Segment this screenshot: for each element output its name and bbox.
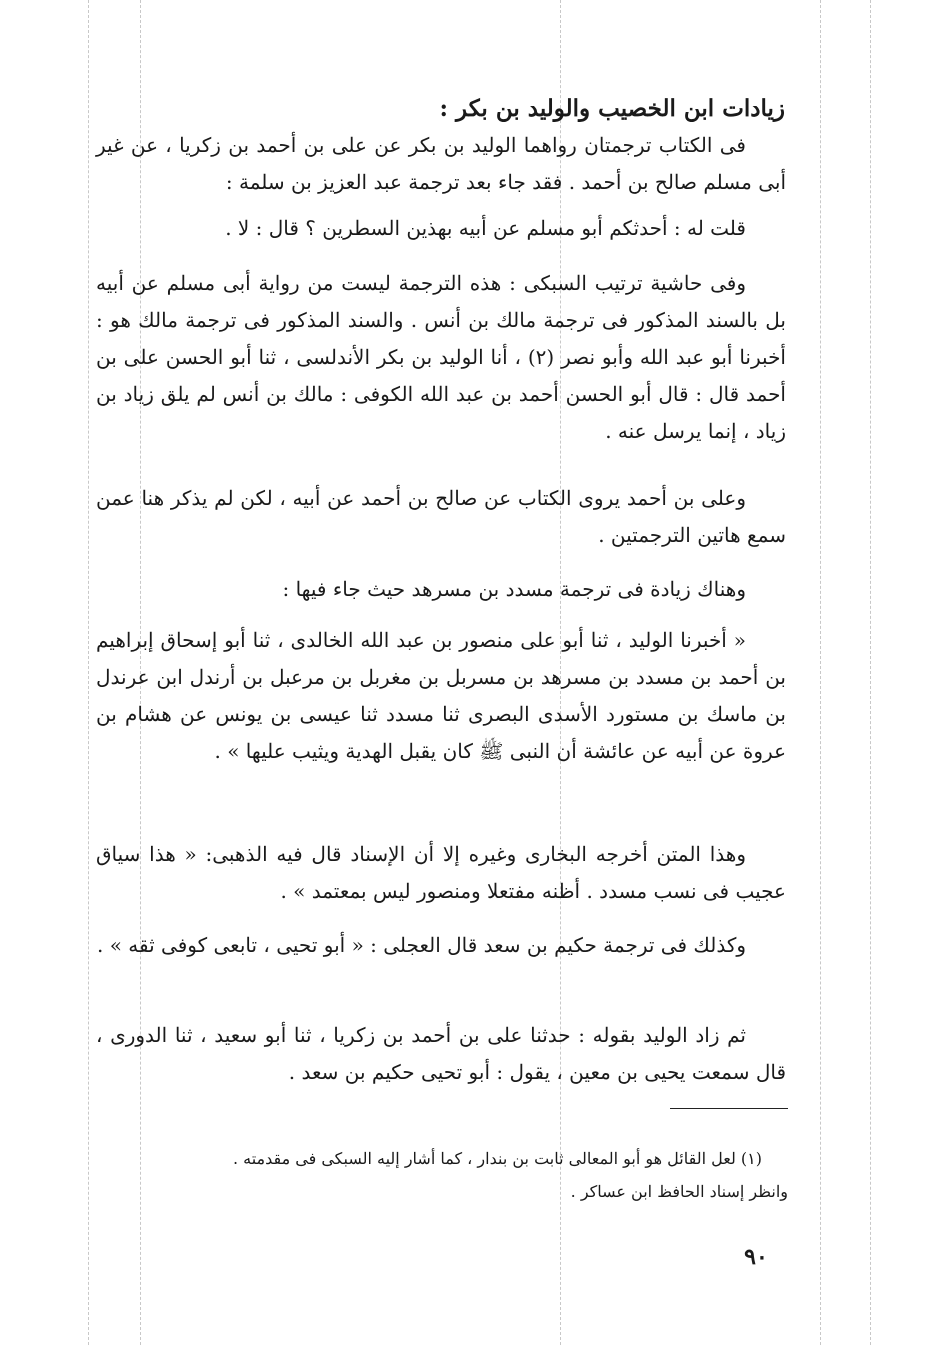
paragraph-text: وفى حاشية ترتيب السبكى : هذه الترجمة ليست من رواية أبى مسلم عن أبيه بل بالسند المذكور فى ترجمة مالك بن أنس . والسند المذكور فى ترجمة مالك هو : أخبرنا أبو عبد الله وأبو نصر (٢) ، أنا الوليد بن بكر الأندلسى ، ثنا أبو الحسن على بن أحمد قال : قال أبو الحسن أحمد بن عبد الله الكوفى : مالك بن أنس لم يلق زياد بن زياد ، إنما يرسل عنه . — [96, 271, 786, 443]
paragraph-text: فى الكتاب ترجمتان رواهما الوليد بن بكر عن على بن أحمد بن زكريا ، عن غير أبى مسلم صالح بن أحمد . فقد جاء بعد ترجمة عبد العزيز بن سلمة : — [96, 133, 786, 194]
paragraph-text: ثم زاد الوليد بقوله : حدثنا على بن أحمد بن زكريا ، ثنا أبو سعيد ، ثنا الدورى ، قال سمعت يحيى بن معين ، يقول : أبو تحيى حكيم بن سعد . — [96, 1023, 786, 1084]
footnote — [110, 1142, 788, 1208]
paragraph-8 — [96, 927, 786, 964]
footnote-line-2: وانظر إسناد الحافظ ابن عساكر . — [570, 1182, 788, 1201]
paragraph-3 — [96, 265, 786, 450]
paragraph-text: وعلى بن أحمد يروى الكتاب عن صالح بن أحمد عن أبيه ، لكن لم يذكر هنا عمن سمع هاتين الترجمتين . — [96, 486, 786, 547]
paragraph-text: وهناك زيادة فى ترجمة مسدد بن مسرهد حيث جاء فيها : — [282, 577, 746, 601]
scan-artifact-line — [870, 0, 871, 1345]
paragraph-text: قلت له : أحدثكم أبو مسلم عن أبيه بهذين السطرين ؟ قال : لا . — [225, 216, 746, 240]
paragraph-6-quote — [96, 622, 786, 770]
scan-artifact-line — [820, 0, 821, 1345]
paragraph-5 — [96, 571, 786, 608]
paragraph-4 — [96, 480, 786, 554]
section-heading: زيادات ابن الخصيب والوليد بن بكر : — [439, 95, 785, 123]
paragraph-text: وكذلك فى ترجمة حكيم بن سعد قال العجلى : « أبو تحيى ، تابعى كوفى ثقه » . — [96, 933, 746, 957]
footnote-divider — [670, 1108, 788, 1109]
paragraph-1 — [96, 127, 786, 201]
scan-artifact-line — [88, 0, 89, 1345]
page-number: ٩٠ — [744, 1244, 768, 1270]
paragraph-text: « أخبرنا الوليد ، ثنا أبو على منصور بن عبد الله الخالدى ، ثنا أبو إسحاق إبراهيم بن أحمد بن مسدد بن مسرهد بن مسربل بن مغربل بن مرعبل بن أرندل ابن عرندل بن ماسك بن مستورد الأسدى البصرى ثنا مسدد ثنا عيسى بن يونس عن هشام بن عروة عن أبيه عن عائشة أن النبى ﷺ كان يقبل الهدية ويثيب عليها » . — [96, 628, 786, 763]
paragraph-9 — [96, 1017, 786, 1091]
paragraph-text: وهذا المتن أخرجه البخارى وغيره إلا أن الإسناد قال فيه الذهبى: « هذا سياق عجيب فى نسب مسدد . أظنه مفتعلا ومنصور ليس بمعتمد » . — [96, 842, 786, 903]
footnote-line-1: (١) لعل القائل هو أبو المعالى ثابت بن بندار ، كما أشار إليه السبكى فى مقدمته . — [232, 1149, 762, 1168]
paragraph-2 — [96, 210, 786, 247]
paragraph-7 — [96, 836, 786, 910]
